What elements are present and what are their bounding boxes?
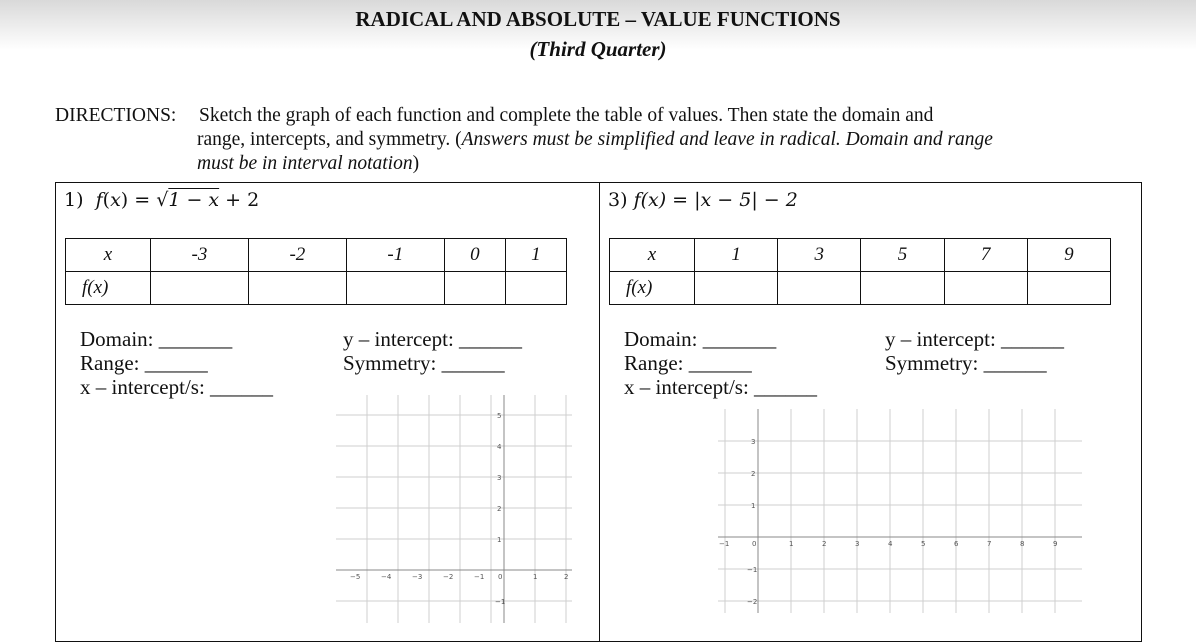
- table-fx-cell[interactable]: [248, 272, 346, 305]
- problem-1-function: 1) f(x) = √1 − x + 2: [64, 189, 260, 211]
- x-tick-label: 2: [822, 540, 827, 548]
- problem-3-grid[interactable]: [718, 409, 1082, 613]
- table-x-header: x: [66, 239, 151, 272]
- problem-3-x-intercept: x – intercept/s: ______: [624, 375, 818, 399]
- x-tick-label: −2: [443, 573, 454, 581]
- problem-1-radicand: 1 − x: [168, 189, 220, 211]
- problem-1-tail: + 2: [219, 189, 260, 211]
- x-tick-label: −5: [350, 573, 361, 581]
- problem-1-number: 1): [64, 189, 84, 211]
- table-x-cell: 1: [695, 239, 778, 272]
- x-tick-label: −1: [719, 540, 730, 548]
- table-x-cell: 3: [778, 239, 861, 272]
- problem-3-function: [608, 189, 798, 211]
- y-tick-label: −1: [495, 598, 506, 606]
- y-tick-label: 3: [751, 438, 756, 446]
- directions-line-2-plain: range, intercepts, and symmetry. (: [197, 129, 462, 150]
- directions-line-2-italic: Answers must be simplified and leave in radical. Domain and range: [461, 129, 993, 150]
- problem-3-range: Range: ______: [624, 351, 752, 375]
- directions-line-2: [197, 128, 993, 151]
- problem-3-y-intercept: y – intercept: ______: [885, 327, 1065, 351]
- y-tick-label: 3: [497, 474, 502, 482]
- problem-1-eq: = √: [128, 189, 169, 211]
- table-fx-cell[interactable]: [944, 272, 1027, 305]
- directions-line-3-close: ): [412, 153, 420, 174]
- problem-1-panel: [55, 182, 600, 642]
- x-tick-label: −4: [381, 573, 392, 581]
- table-x-cell: 1: [505, 239, 566, 272]
- directions-line-1: Sketch the graph of each function and complete the table of values. Then state the domain and: [199, 105, 934, 126]
- table-x-cell: -1: [346, 239, 444, 272]
- y-tick-label: 1: [497, 536, 502, 544]
- table-x-header: x: [610, 239, 695, 272]
- problem-3-expression: f(x) = |x − 5| − 2: [633, 189, 798, 211]
- directions-label: DIRECTIONS:: [55, 105, 177, 126]
- table-fx-cell[interactable]: [861, 272, 944, 305]
- table-x-cell: 9: [1027, 239, 1110, 272]
- problem-3-number: 3): [608, 189, 628, 211]
- y-tick-label: 1: [751, 502, 756, 510]
- problem-1-range: Range: ______: [80, 351, 208, 375]
- x-tick-label: 8: [1020, 540, 1025, 548]
- y-tick-label: 4: [497, 443, 502, 451]
- page-subtitle: (Third Quarter): [529, 37, 667, 61]
- problem-1-domain: Domain: _______: [80, 327, 233, 351]
- x-tick-label: 2: [564, 573, 569, 581]
- problem-1-x: x: [110, 189, 121, 211]
- table-fx-header: f(x): [610, 272, 695, 305]
- x-tick-label: −3: [412, 573, 423, 581]
- y-tick-label: −1: [747, 566, 758, 574]
- x-tick-label: 9: [1053, 540, 1058, 548]
- table-x-cell: 5: [861, 239, 944, 272]
- table-fx-cell[interactable]: [1027, 272, 1110, 305]
- table-fx-cell[interactable]: [444, 272, 505, 305]
- table-fx-cell[interactable]: [695, 272, 778, 305]
- table-fx-cell[interactable]: [151, 272, 249, 305]
- problem-3-domain: Domain: _______: [624, 327, 777, 351]
- x-tick-label: 7: [987, 540, 992, 548]
- table-x-cell: -2: [248, 239, 346, 272]
- table-fx-cell[interactable]: [505, 272, 566, 305]
- table-fx-cell[interactable]: [346, 272, 444, 305]
- directions-line-3: [197, 152, 419, 175]
- table-x-cell: -3: [151, 239, 249, 272]
- problem-1-y-intercept: y – intercept: ______: [343, 327, 523, 351]
- x-tick-label: 0: [498, 573, 503, 581]
- x-tick-label: 6: [954, 540, 959, 548]
- problem-1-grid[interactable]: [336, 393, 572, 623]
- table-x-cell: 7: [944, 239, 1027, 272]
- problem-1-symmetry: Symmetry: ______: [343, 351, 505, 375]
- x-tick-label: 0: [752, 540, 757, 548]
- x-tick-label: 1: [533, 573, 538, 581]
- x-tick-label: 4: [888, 540, 893, 548]
- y-tick-label: 2: [497, 505, 502, 513]
- problem-3-table: [609, 238, 1111, 305]
- y-tick-label: 5: [497, 412, 502, 420]
- y-tick-label: 2: [751, 470, 756, 478]
- x-tick-label: 5: [921, 540, 926, 548]
- y-tick-label: −2: [747, 598, 758, 606]
- problem-1-f: f: [95, 189, 103, 211]
- directions-line-3-italic: must be in interval notation: [197, 153, 413, 174]
- problem-1-x-intercept: x – intercept/s: ______: [80, 375, 274, 399]
- table-fx-header: f(x): [66, 272, 151, 305]
- x-tick-label: 1: [789, 540, 794, 548]
- page-title: RADICAL AND ABSOLUTE – VALUE FUNCTIONS: [355, 7, 841, 31]
- table-fx-cell[interactable]: [778, 272, 861, 305]
- problem-3-panel: [599, 182, 1142, 642]
- table-x-cell: 0: [444, 239, 505, 272]
- x-tick-label: 3: [855, 540, 860, 548]
- problem-1-table: [65, 238, 567, 305]
- x-tick-label: −1: [474, 573, 485, 581]
- problem-3-symmetry: Symmetry: ______: [885, 351, 1047, 375]
